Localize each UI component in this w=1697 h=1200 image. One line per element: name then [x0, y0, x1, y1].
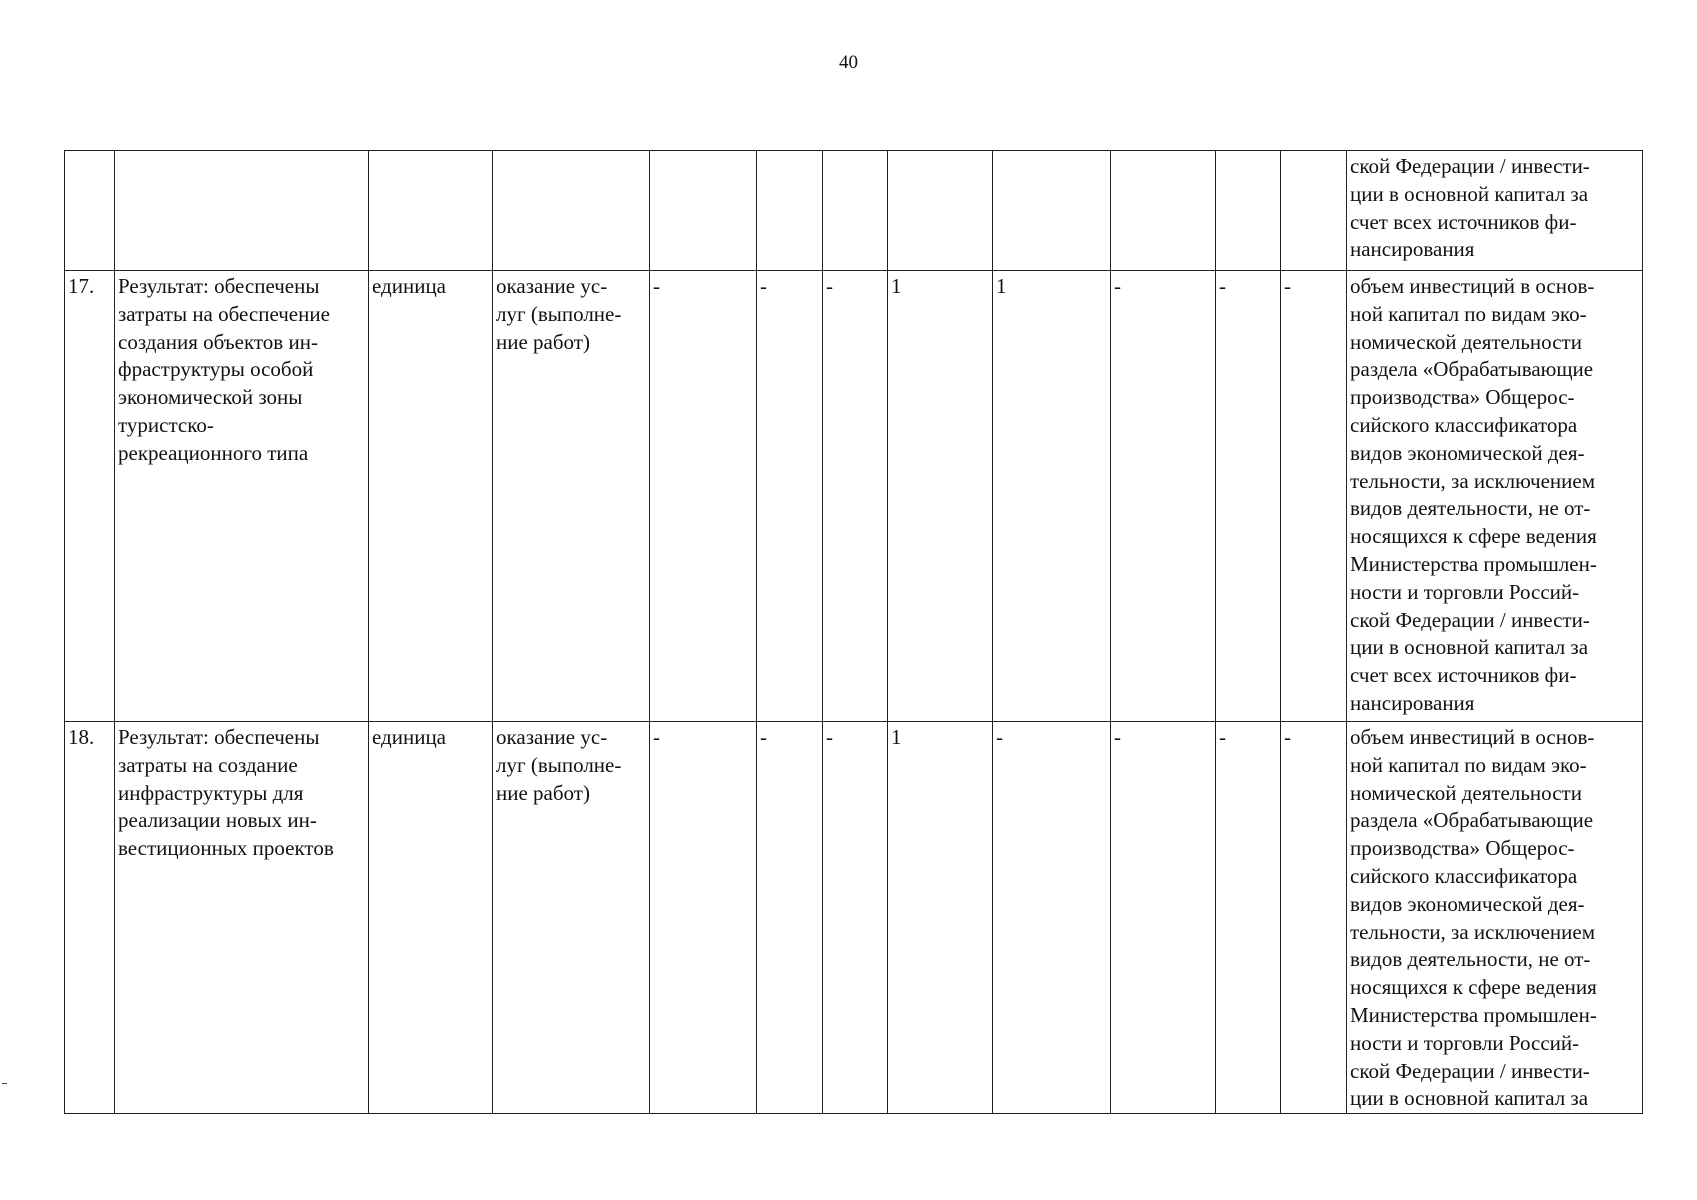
value-cell: [888, 151, 993, 271]
value-cell: 1: [888, 722, 993, 1114]
value-cell: [1111, 151, 1216, 271]
value-cell: -: [1216, 271, 1281, 722]
page-number: 40: [839, 52, 858, 73]
scan-mark: [2, 1083, 7, 1084]
type-cell: оказание ус- луг (выполне- ние работ): [493, 722, 650, 1114]
indicator-cell: объем инвестиций в основ- ной капитал по видам эко- номической деятельности раздела «Обрабатывающие производства» Общерос- сийского классификатора видов экономической дея- тельности, за исключением видов деятельности, не от- носящихся к сфере ведения Министерства промышлен- ности и торговли Россий- ской Федерации / инвести- ции в основной капитал за: [1347, 722, 1643, 1114]
results-table: [64, 150, 1643, 1114]
table-row: [65, 271, 1643, 722]
unit-cell: [369, 151, 493, 271]
table-row: [65, 722, 1643, 1114]
value-cell: -: [1111, 722, 1216, 1114]
value-cell: -: [650, 722, 757, 1114]
value-cell: -: [757, 722, 823, 1114]
value-cell: -: [993, 722, 1111, 1114]
value-cell: -: [1216, 722, 1281, 1114]
unit-cell: единица: [369, 271, 493, 722]
value-cell: -: [1111, 271, 1216, 722]
value-cell: [1216, 151, 1281, 271]
value-cell: -: [757, 271, 823, 722]
row-number-cell: 18.: [65, 722, 115, 1114]
value-cell: -: [1281, 722, 1347, 1114]
row-number-cell: [65, 151, 115, 271]
result-cell: Результат: обеспечены затраты на обеспечение создания объектов ин- фраструктуры особой экономической зоны туристско- рекреационного типа: [115, 271, 369, 722]
result-cell: [115, 151, 369, 271]
value-cell: 1: [993, 271, 1111, 722]
row-number-cell: 17.: [65, 271, 115, 722]
value-cell: [757, 151, 823, 271]
type-cell: [493, 151, 650, 271]
value-cell: 1: [888, 271, 993, 722]
value-cell: [1281, 151, 1347, 271]
value-cell: -: [1281, 271, 1347, 722]
value-cell: [823, 151, 888, 271]
value-cell: -: [823, 722, 888, 1114]
value-cell: -: [823, 271, 888, 722]
table-row: [65, 151, 1643, 271]
unit-cell: единица: [369, 722, 493, 1114]
type-cell: оказание ус- луг (выполне- ние работ): [493, 271, 650, 722]
indicator-cell: ской Федерации / инвести- ции в основной капитал за счет всех источников фи- нансирования: [1347, 151, 1643, 271]
value-cell: -: [650, 271, 757, 722]
value-cell: [650, 151, 757, 271]
indicator-cell: объем инвестиций в основ- ной капитал по видам эко- номической деятельности раздела «Обрабатывающие производства» Общерос- сийского классификатора видов экономической дея- тельности, за исключением видов деятельности, не от- носящихся к сфере ведения Министерства промышлен- ности и торговли Россий- ской Федерации / инвести- ции в основной капитал за счет всех источников фи- нансирования: [1347, 271, 1643, 722]
result-cell: Результат: обеспечены затраты на создание инфраструктуры для реализации новых ин- вестиционных проектов: [115, 722, 369, 1114]
value-cell: [993, 151, 1111, 271]
